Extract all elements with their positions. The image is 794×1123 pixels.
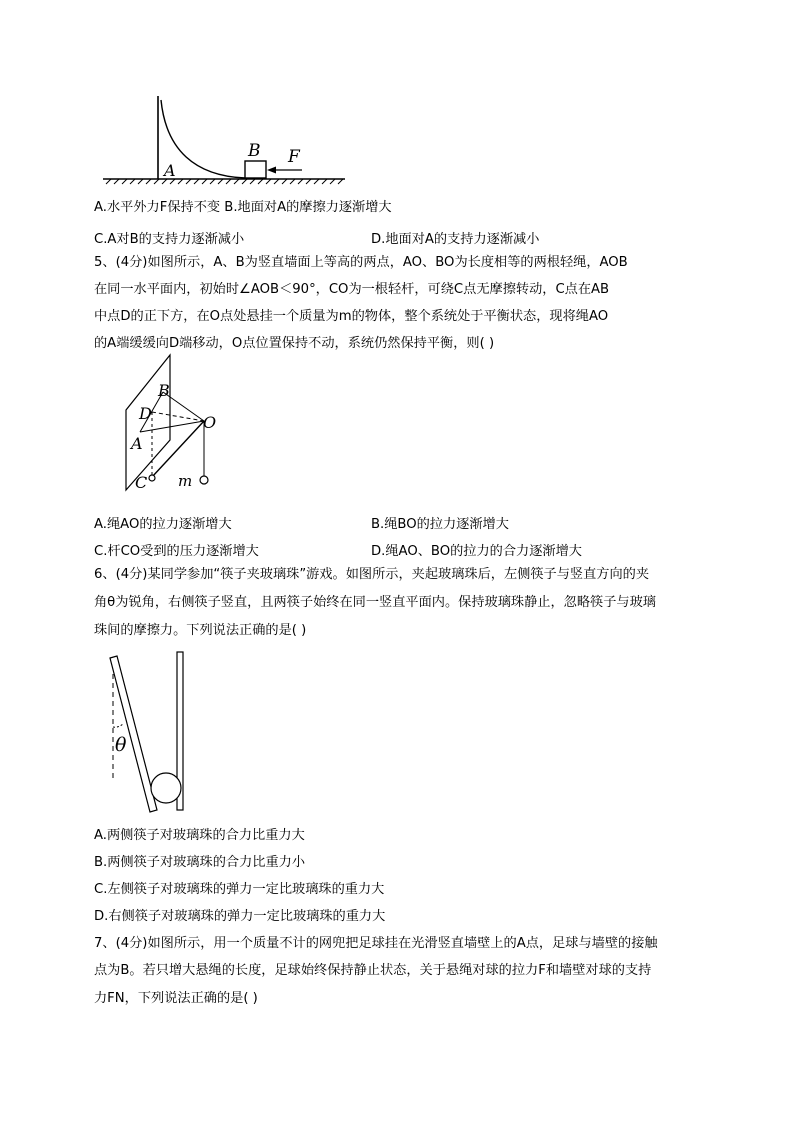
- q6-stem-line-1: 6、(4分)某同学参加“筷子夹玻璃珠”游戏。如图所示，夹起玻璃珠后，左侧筷子与竖直方向的夹: [94, 567, 650, 582]
- q6-glass-bead: [151, 773, 181, 803]
- q5-option-b[interactable]: B.绳BO的拉力逐渐增大: [371, 517, 509, 532]
- q5-label-c: C: [135, 473, 148, 492]
- q5-label-b: B: [158, 381, 170, 400]
- q5-stem-line-2: 在同一水平面内，初始时∠AOB＜90°，CO为一根轻杆，可绕C点无摩擦转动，C点在AB: [94, 282, 610, 297]
- q4-option-b[interactable]: B.地面对A的摩擦力逐渐增大: [224, 200, 392, 215]
- q6-angle-arc: [113, 724, 123, 727]
- q4-option-c[interactable]: C.A对B的支持力逐渐减小: [94, 232, 245, 247]
- q6-option-d[interactable]: D.右侧筷子对玻璃珠的弹力一定比玻璃珠的重力大: [94, 909, 386, 924]
- q5-label-m: m: [178, 472, 193, 490]
- q6-stem-line-2: 角θ为锐角，右侧筷子竖直，且两筷子始终在同一竖直平面内。保持玻璃珠静止，忽略筷子与玻璃: [94, 595, 656, 610]
- q5-stem-line-3: 中点D的正下方，在O点处悬挂一个质量为m的物体，整个系统处于平衡状态，现将绳AO: [94, 309, 609, 324]
- q7-stem-line-2: 点为B。若只增大悬绳的长度，足球始终保持静止状态，关于悬绳对球的拉力F和墙壁对球的支持: [94, 963, 652, 978]
- q5-option-c[interactable]: C.杆CO受到的压力逐渐增大: [94, 544, 259, 559]
- q5-label-a: A: [131, 434, 143, 453]
- q5-label-o: O: [203, 413, 217, 432]
- q5-label-d: D: [139, 404, 152, 423]
- q4-option-a[interactable]: A.水平外力F保持不变: [94, 200, 221, 215]
- q7-stem-line-1: 7、(4分)如图所示，用一个质量不计的网兜把足球挂在光滑竖直墙壁上的A点，足球与墙壁的接触: [94, 936, 658, 951]
- q6-option-a[interactable]: A.两侧筷子对玻璃珠的合力比重力大: [94, 828, 305, 843]
- q6-option-c[interactable]: C.左侧筷子对玻璃珠的弹力一定比玻璃珠的重力大: [94, 882, 385, 897]
- q4-option-d[interactable]: D.地面对A的支持力逐渐减小: [371, 232, 540, 247]
- q4-label-a: A: [164, 161, 176, 180]
- q5-option-a[interactable]: A.绳AO的拉力逐渐增大: [94, 517, 232, 532]
- q5-option-d[interactable]: D.绳AO、BO的拉力的合力逐渐增大: [371, 544, 582, 559]
- q5-stem-line-4: 的A端缓缓向D端移动，O点位置保持不动，系统仍然保持平衡，则( ): [94, 336, 495, 351]
- q6-label-theta: θ: [115, 734, 127, 756]
- q4-label-f: F: [288, 147, 300, 167]
- q7-stem-line-3: 力FN，下列说法正确的是( ): [94, 991, 258, 1006]
- q6-stem-line-3: 珠间的摩擦力。下列说法正确的是( ): [94, 623, 307, 638]
- q5-stem-line-1: 5、(4分)如图所示，A、B为竖直墙面上等高的两点，AO、BO为长度相等的两根轻绳，AOB: [94, 255, 628, 270]
- q6-option-b[interactable]: B.两侧筷子对玻璃珠的合力比重力小: [94, 855, 306, 870]
- q4-label-b: B: [248, 141, 261, 161]
